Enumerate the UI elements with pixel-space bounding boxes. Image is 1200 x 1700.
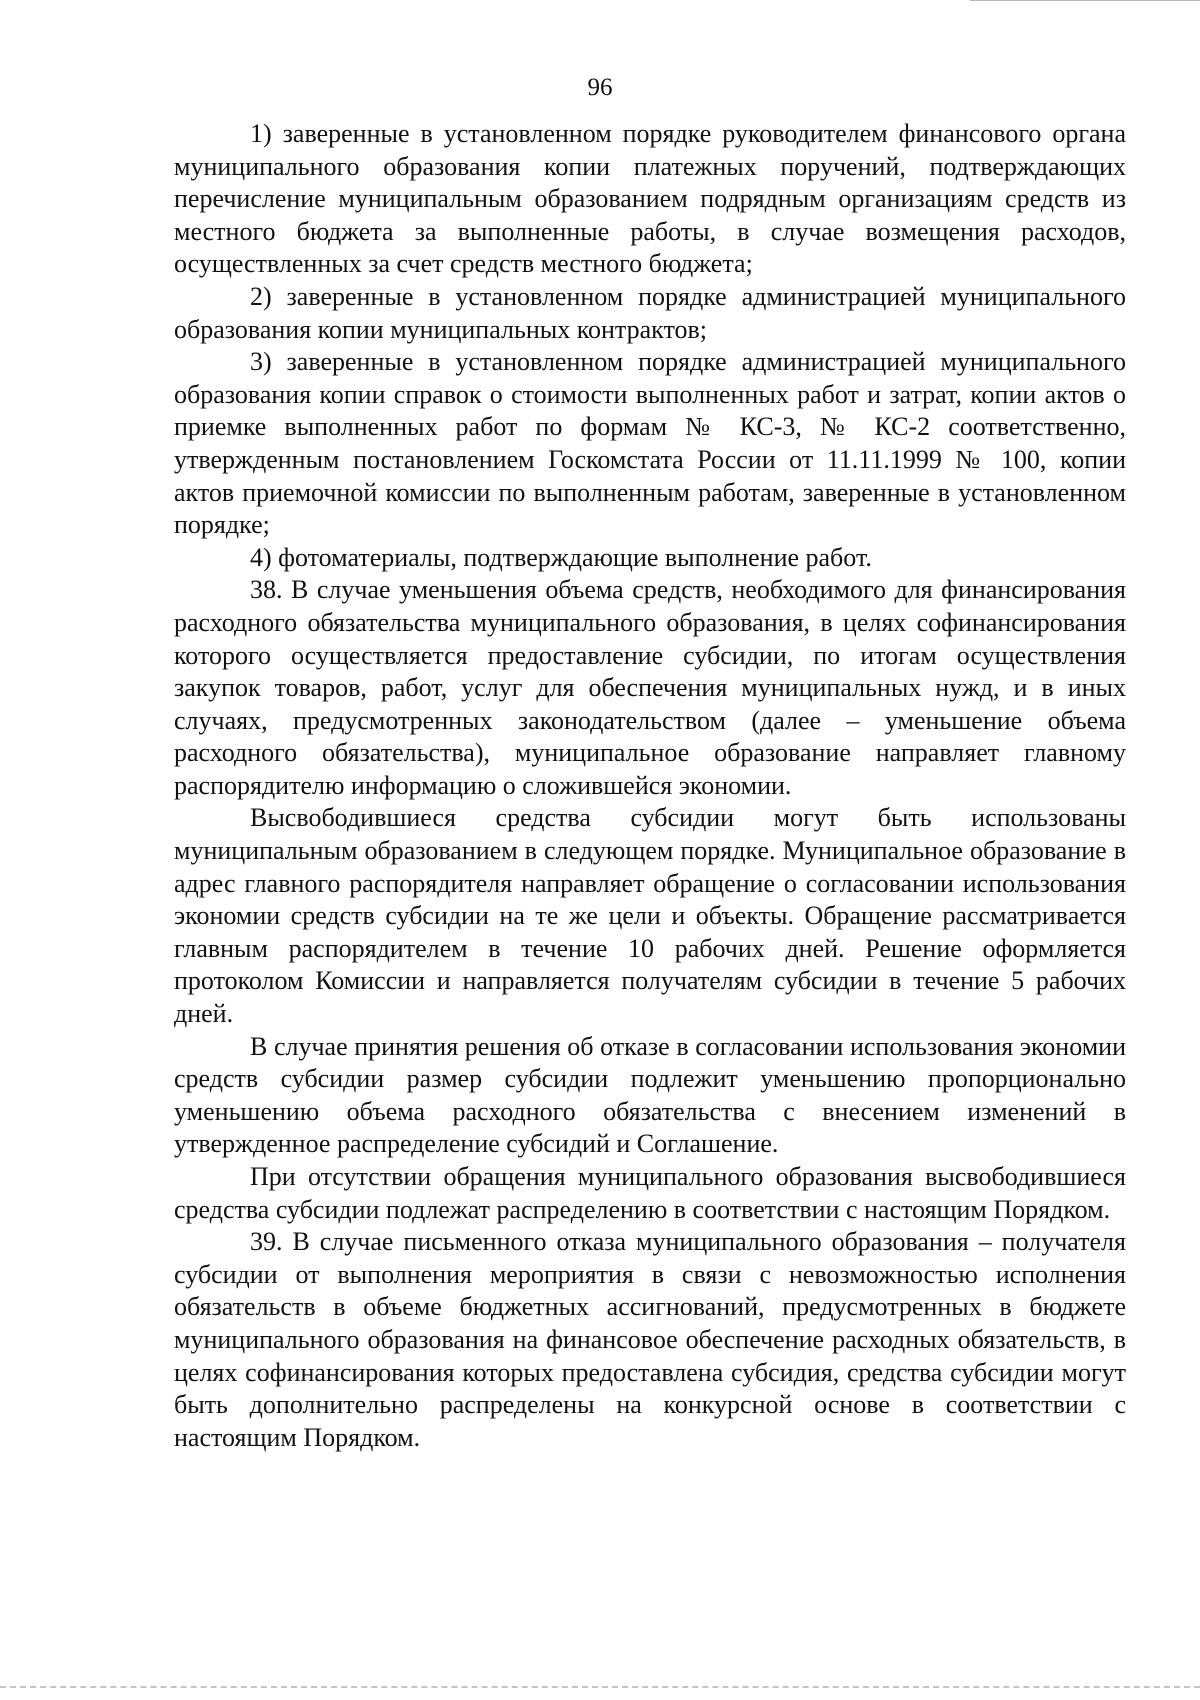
paragraph-clause-39: 39. В случае письменного отказа муниципального образования – получателя субсидии от выполнения мероприятия в связи с невозможностью исполнения обязательств в объеме бюджетных ассигнований, предусмотренных в бюджете муниципального образования на финансовое обеспечение расходных обязательств, в целях софинансирования которых предоставлена субсидия, средства субсидии могут быть дополнительно распределены на конкурсной основе в соответствии с настоящим Порядком. bbox=[174, 1227, 1126, 1452]
paragraph-refusal-decision: В случае принятия решения об отказе в согласовании использования экономии средств субсидии размер субсидии подлежит уменьшению пропорционально уменьшению объема расходного обязательства с внесением изменений в утвержденное распределение субсидий и Соглашение. bbox=[174, 1031, 1126, 1159]
paragraph-item-1: 1) заверенные в установленном порядке руководителем финансового органа муниципального образования копии платежных поручений, подтверждающих перечисление муниципальным образованием подрядным организациям средств из местного бюджета за выполненные работы, в случае возмещения расходов, осуществленных за счет средств местного бюджета; bbox=[174, 119, 1126, 279]
page-number: 96 bbox=[587, 74, 613, 101]
paragraph-no-request: При отсутствии обращения муниципального образования высвободившиеся средства субсидии подлежат распределению в соответствии с настоящим Порядком. bbox=[174, 1162, 1126, 1224]
scan-edge-top bbox=[970, 0, 1200, 3]
paragraph-item-4: 4) фотоматериалы, подтверждающие выполнение работ. bbox=[250, 542, 872, 572]
paragraph-clause-38: 38. В случае уменьшения объема средств, необходимого для финансирования расходного обязательства муниципального образования, в целях софинансирования которого осуществляется предоставление субсидии, по итогам осуществления закупок товаров, работ, услуг для обеспечения муниципальных нужд, и в иных случаях, предусмотренных законодательством (далее – уменьшение объема расходного обязательства), муниципальное образование направляет главному распорядителю информацию о сложившейся экономии. bbox=[174, 575, 1126, 800]
paragraph-item-2: 2) заверенные в установленном порядке администрацией муниципального образования копии муниципальных контрактов; bbox=[174, 281, 1126, 344]
document-body bbox=[174, 118, 1126, 1454]
scan-edge-bottom bbox=[0, 1686, 1200, 1690]
paragraph-freed-funds: Высвободившиеся средства субсидии могут быть использованы муниципальным образованием в следующем порядке. Муниципальное образование в адрес главного распорядителя направляет обращение о согласовании использования экономии средств субсидии на те же цели и объекты. Обращение рассматривается главным распорядителем в течение 10 рабочих дней. Решение оформляется протоколом Комиссии и направляется получателям субсидии в течение 5 рабочих дней. bbox=[174, 803, 1126, 1029]
paragraph-item-3: 3) заверенные в установленном порядке администрацией муниципального образования копии справок о стоимости выполненных работ и затрат, копии актов о приемке выполненных работ по формам № КС-3, № КС-2 соответственно, утвержденным постановлением Госкомстата России от 11.11.1999 № 100, копии актов приемочной комиссии по выполненным работам, заверенные в установленном порядке; bbox=[174, 347, 1126, 540]
